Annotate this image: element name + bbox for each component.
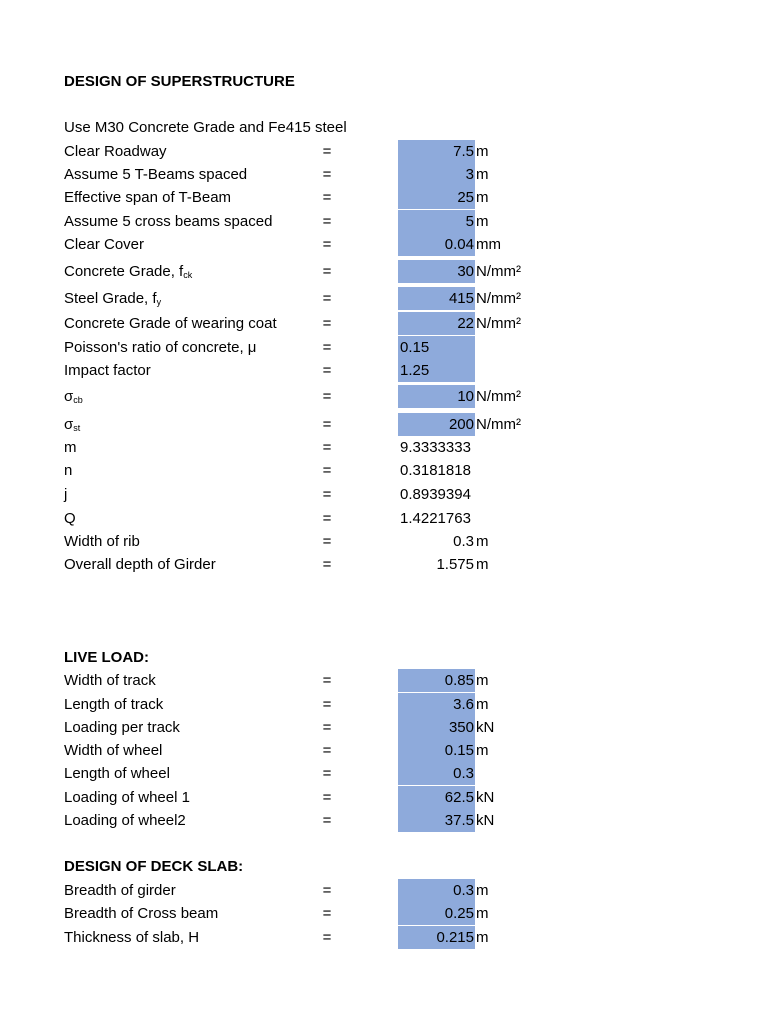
parameter-value-cell[interactable]: 0.3 (398, 879, 475, 902)
section-heading-row (0, 70, 768, 93)
parameter-label-text: Breadth of girder (64, 882, 176, 899)
parameter-value-cell[interactable]: 0.04 (398, 233, 475, 256)
parameter-unit: m (476, 696, 489, 713)
parameter-label-text: m (64, 439, 77, 456)
parameter-label (64, 879, 324, 902)
parameter-label (64, 739, 324, 762)
parameter-label (64, 186, 324, 209)
parameter-value-cell[interactable]: 0.3 (398, 762, 475, 785)
equals-sign: = (322, 166, 332, 183)
parameter-label-text: Loading of wheel 1 (64, 789, 190, 806)
equals-sign: = (322, 339, 332, 356)
parameter-unit: m (476, 533, 489, 550)
parameter-value-cell[interactable]: 1.25 (398, 359, 475, 382)
equals-sign: = (322, 388, 332, 405)
parameter-label-text: Assume 5 cross beams spaced (64, 213, 273, 230)
parameter-label (64, 483, 324, 506)
parameter-row (0, 413, 768, 436)
equals-sign: = (322, 905, 332, 922)
parameter-label (64, 260, 324, 287)
parameter-row (0, 459, 768, 482)
parameter-label (64, 436, 324, 459)
parameter-label (64, 716, 324, 739)
parameter-row (0, 287, 768, 310)
section-heading-row (0, 646, 768, 669)
parameter-label-text: Assume 5 T-Beams spaced (64, 166, 248, 183)
parameter-label-text: Width of rib (64, 533, 140, 550)
equals-sign: = (322, 533, 332, 550)
parameter-unit: N/mm² (476, 315, 521, 332)
parameter-label-text: Q (64, 510, 76, 527)
parameter-label-subscript: st (73, 423, 81, 433)
parameter-row (0, 436, 768, 459)
parameter-value-cell[interactable]: 415 (398, 287, 475, 310)
parameter-row (0, 902, 768, 925)
parameter-label-text: Concrete Grade of wearing coat (64, 315, 277, 332)
equals-sign: = (322, 556, 332, 573)
parameter-value-cell[interactable]: 0.85 (398, 669, 475, 692)
parameter-label-text: Clear Cover (64, 236, 145, 253)
parameter-label (64, 336, 324, 359)
parameter-value-cell[interactable]: 1.4221763 (400, 510, 471, 527)
parameter-value-cell[interactable]: 30 (398, 260, 475, 283)
parameter-value-cell[interactable]: 0.215 (398, 926, 475, 949)
parameter-unit: mm (476, 236, 501, 253)
parameter-label-text: Breadth of Cross beam (64, 905, 219, 922)
parameter-label-text: n (64, 462, 73, 479)
parameter-label (64, 762, 324, 785)
parameter-value-cell[interactable]: 0.3 (453, 533, 474, 550)
parameter-unit: m (476, 166, 489, 183)
parameter-row (0, 385, 768, 408)
parameter-row (0, 762, 768, 785)
parameter-label (64, 163, 324, 186)
parameter-row (0, 739, 768, 762)
parameter-value-cell[interactable]: 0.15 (398, 336, 475, 359)
parameter-value-cell[interactable]: 37.5 (398, 809, 475, 832)
parameter-label-text: Loading of wheel2 (64, 812, 186, 829)
parameter-row (0, 926, 768, 949)
parameter-label (64, 385, 324, 412)
parameter-label-subscript: cb (73, 395, 83, 405)
equals-sign: = (322, 882, 332, 899)
intro-row (0, 116, 768, 139)
parameter-value-cell[interactable]: 25 (398, 186, 475, 209)
equals-sign: = (322, 672, 332, 689)
equals-sign: = (322, 362, 332, 379)
equals-sign: = (322, 236, 332, 253)
parameter-label (64, 459, 324, 482)
parameter-row (0, 233, 768, 256)
equals-sign: = (322, 416, 332, 433)
parameter-row (0, 359, 768, 382)
parameter-unit: m (476, 213, 489, 230)
parameter-row (0, 530, 768, 553)
parameter-unit: N/mm² (476, 263, 521, 280)
parameter-row (0, 312, 768, 335)
parameter-label (64, 312, 324, 335)
equals-sign: = (322, 189, 332, 206)
equals-sign: = (322, 812, 332, 829)
section-heading: LIVE LOAD: (64, 649, 149, 666)
parameter-row (0, 507, 768, 530)
equals-sign: = (322, 510, 332, 527)
parameter-label (64, 359, 324, 382)
intro-text: Use M30 Concrete Grade and Fe415 steel (64, 119, 347, 136)
parameter-label-text: Steel Grade, f (64, 290, 157, 307)
parameter-value-cell[interactable]: 5 (398, 210, 475, 233)
parameter-row (0, 553, 768, 576)
parameter-row (0, 163, 768, 186)
parameter-label-text: Length of wheel (64, 765, 170, 782)
parameter-label (64, 786, 324, 809)
equals-sign: = (322, 213, 332, 230)
parameter-value-cell[interactable]: 10 (398, 385, 475, 408)
parameter-unit: m (476, 556, 489, 573)
parameter-unit: kN (476, 719, 495, 736)
parameter-value-cell[interactable]: 3.6 (398, 693, 475, 716)
section-heading: DESIGN OF DECK SLAB: (64, 858, 244, 875)
parameter-unit: kN (476, 812, 495, 829)
parameter-value-cell[interactable]: 0.15 (398, 739, 475, 762)
parameter-label (64, 233, 324, 256)
parameter-row (0, 483, 768, 506)
equals-sign: = (322, 696, 332, 713)
parameter-label (64, 902, 324, 925)
parameter-label-text: Thickness of slab, H (64, 929, 200, 946)
parameter-label-subscript: y (156, 297, 162, 307)
parameter-row (0, 336, 768, 359)
parameter-label (64, 287, 324, 314)
parameter-row (0, 186, 768, 209)
parameter-label-text: σ (64, 416, 74, 433)
parameter-label-text: Concrete Grade, f (64, 263, 184, 280)
parameter-value-cell[interactable]: 62.5 (398, 786, 475, 809)
parameter-label (64, 669, 324, 692)
parameter-label (64, 553, 324, 576)
parameter-row (0, 809, 768, 832)
parameter-label-text: Loading per track (64, 719, 180, 736)
parameter-label-text: Length of track (64, 696, 164, 713)
parameter-label-text: Clear Roadway (64, 143, 167, 160)
parameter-label-text: Poisson's ratio of concrete, μ (64, 339, 257, 356)
equals-sign: = (322, 486, 332, 503)
parameter-unit: m (476, 742, 489, 759)
parameter-unit: kN (476, 789, 495, 806)
equals-sign: = (322, 439, 332, 456)
parameter-label-text: Effective span of T-Beam (64, 189, 232, 206)
parameter-value-cell[interactable]: 0.8939394 (400, 486, 471, 503)
equals-sign: = (322, 719, 332, 736)
equals-sign: = (322, 290, 332, 307)
equals-sign: = (322, 929, 332, 946)
equals-sign: = (322, 462, 332, 479)
parameter-row (0, 669, 768, 692)
parameter-unit: m (476, 905, 489, 922)
parameter-value-cell[interactable]: 7.5 (398, 140, 475, 163)
parameter-unit: m (476, 929, 489, 946)
parameter-row (0, 716, 768, 739)
parameter-value-cell[interactable]: 0.3181818 (400, 462, 471, 479)
parameter-row (0, 260, 768, 283)
parameter-row (0, 879, 768, 902)
equals-sign: = (322, 789, 332, 806)
parameter-row (0, 210, 768, 233)
parameter-label-text: Width of track (64, 672, 156, 689)
parameter-value-cell[interactable]: 200 (398, 413, 475, 436)
parameter-row (0, 786, 768, 809)
parameter-row (0, 140, 768, 163)
parameter-label (64, 693, 324, 716)
equals-sign: = (322, 315, 332, 332)
parameter-label-text: j (64, 486, 68, 503)
equals-sign: = (322, 143, 332, 160)
parameter-unit: N/mm² (476, 388, 521, 405)
parameter-value-cell[interactable]: 3 (398, 163, 475, 186)
equals-sign: = (322, 765, 332, 782)
parameter-label (64, 140, 324, 163)
parameter-unit: m (476, 882, 489, 899)
parameter-label-text: Overall depth of Girder (64, 556, 216, 573)
parameter-value-cell[interactable]: 22 (398, 312, 475, 335)
equals-sign: = (322, 263, 332, 280)
parameter-unit: m (476, 143, 489, 160)
parameter-unit: m (476, 672, 489, 689)
parameter-label (64, 507, 324, 530)
parameter-label-text: Impact factor (64, 362, 151, 379)
parameter-unit: N/mm² (476, 290, 521, 307)
parameter-unit: m (476, 189, 489, 206)
section-heading-row (0, 855, 768, 878)
parameter-value-cell[interactable]: 0.25 (398, 902, 475, 925)
parameter-label (64, 809, 324, 832)
equals-sign: = (322, 742, 332, 759)
parameter-row (0, 693, 768, 716)
parameter-label-subscript: ck (183, 270, 193, 280)
parameter-unit: N/mm² (476, 416, 521, 433)
parameter-value-cell[interactable]: 1.575 (436, 556, 474, 573)
parameter-label-text: Width of wheel (64, 742, 163, 759)
parameter-label (64, 530, 324, 553)
parameter-label-text: σ (64, 388, 74, 405)
parameter-label (64, 210, 324, 233)
parameter-label (64, 926, 324, 949)
parameter-value-cell[interactable]: 350 (398, 716, 475, 739)
parameter-value-cell[interactable]: 9.3333333 (400, 439, 471, 456)
section-heading: DESIGN OF SUPERSTRUCTURE (64, 73, 295, 90)
